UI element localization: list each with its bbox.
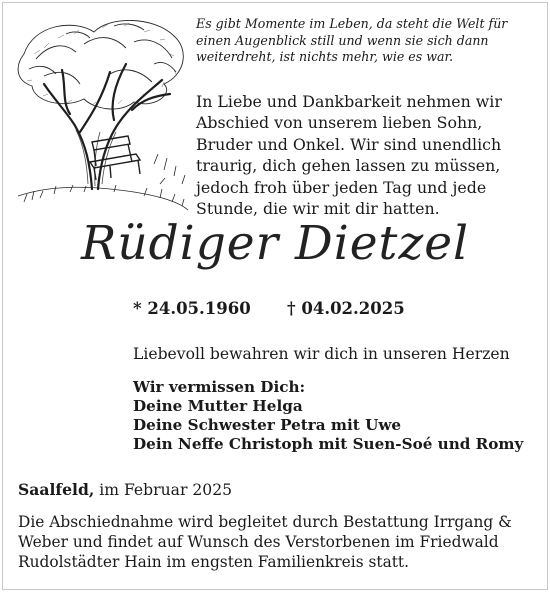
farewell-line: Rudolstädter Hain im engsten Familienkreis statt. (18, 553, 410, 571)
mourner-entry: Deine Schwester Petra mit Uwe (133, 416, 402, 434)
tree-with-bench-icon (14, 14, 190, 214)
intro-line: Stunde, die wir mit dir hatten. (196, 199, 440, 219)
intro-line: Abschied von unserem lieben Sohn, (196, 113, 483, 133)
intro-line: jedoch froh über jeden Tag und jede (196, 177, 487, 197)
place-date: im Februar 2025 (94, 481, 233, 499)
quote-text (196, 16, 528, 66)
place-and-date (18, 479, 232, 501)
mourners-list (133, 378, 523, 454)
farewell-text (18, 512, 534, 572)
intro-line: traurig, dich gehen lassen zu müssen, (196, 156, 501, 176)
quote-line: einen Augenblick still und wenn sie sich dann (196, 32, 489, 48)
tribute-line: Liebevoll bewahren wir dich in unseren Herzen (133, 345, 510, 363)
mourners-heading: Wir vermissen Dich: (133, 378, 306, 396)
place-city: Saalfeld, (18, 480, 95, 499)
intro-line: In Liebe und Dankbarkeit nehmen wir (196, 92, 502, 111)
deceased-name: Rüdiger Dietzel (80, 216, 470, 271)
intro-text (196, 91, 529, 219)
death-date: † 04.02.2025 (287, 299, 405, 318)
farewell-line: Weber und findet auf Wunsch des Verstorbenen im Friedwald (18, 533, 499, 551)
farewell-line: Die Abschiednahme wird begleitet durch Bestattung Irrgang & (18, 513, 512, 531)
quote-line: weiterdreht, ist nichts mehr, wie es war. (196, 49, 454, 64)
quote-line: Es gibt Momente im Leben, da steht die Welt für (196, 16, 508, 31)
mourner-entry: Deine Mutter Helga (133, 397, 303, 415)
mourner-entry: Dein Neffe Christoph mit Suen-Soé und Romy (133, 435, 524, 453)
intro-line: Bruder und Onkel. Wir sind unendlich (196, 134, 502, 154)
birth-date: * 24.05.1960 (133, 299, 251, 318)
